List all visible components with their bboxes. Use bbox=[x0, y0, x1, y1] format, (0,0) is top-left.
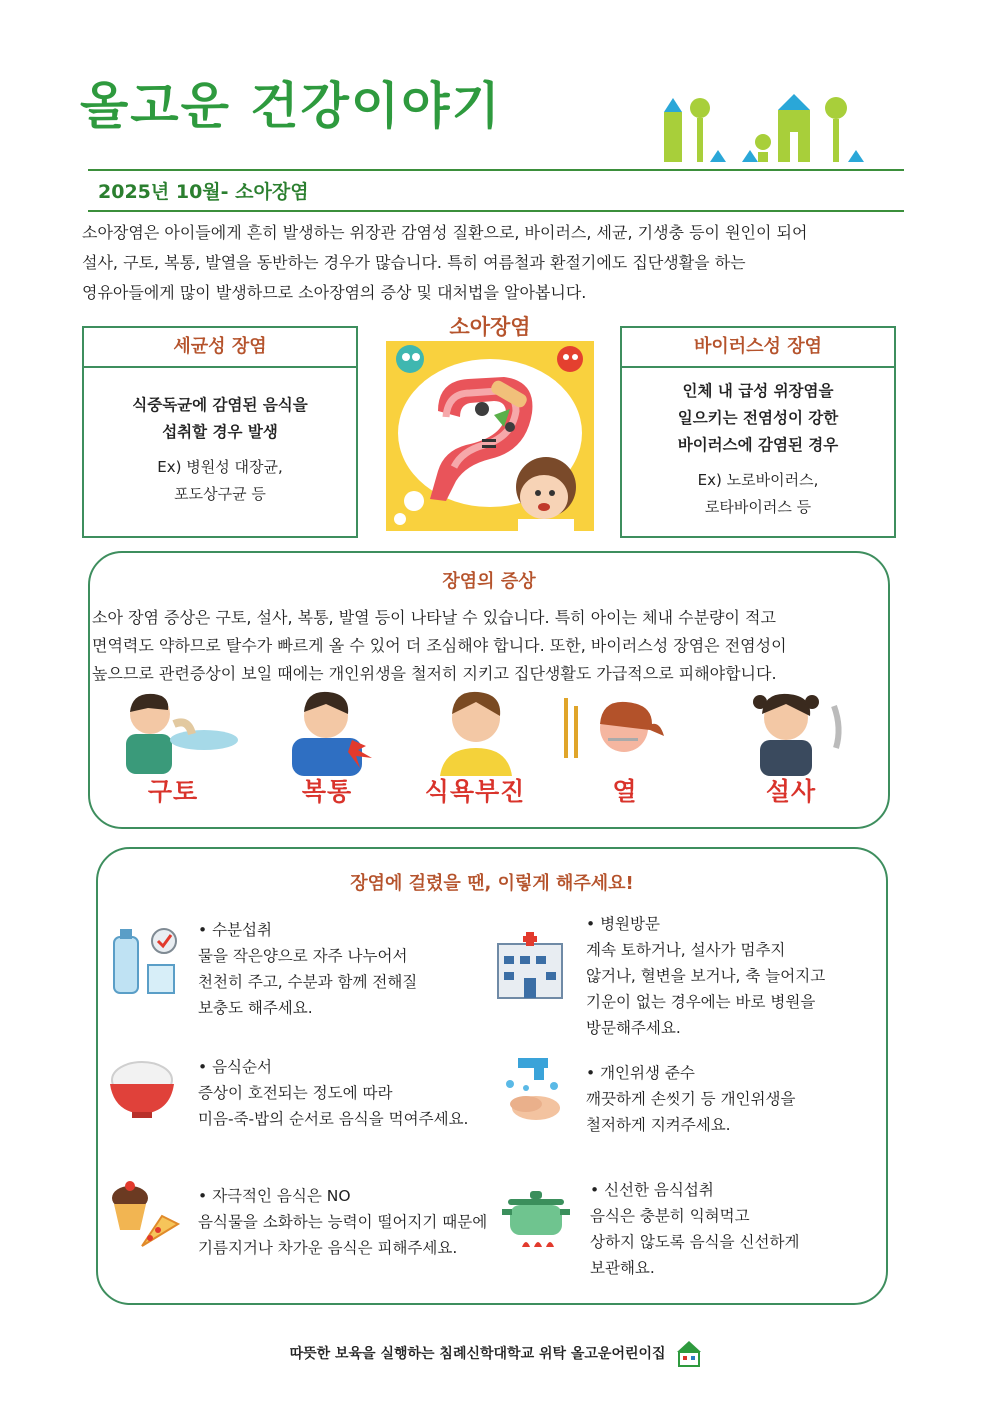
page-title: 올고운 건강이야기 bbox=[80, 77, 502, 135]
care-line: 물을 작은양으로 자주 나누어서 bbox=[198, 947, 408, 965]
symptom-label: 복통 bbox=[301, 777, 353, 806]
viral-example-line: 로타바이러스 등 bbox=[704, 498, 812, 516]
hospital-icon bbox=[494, 930, 566, 1002]
bacterial-enteritis-box bbox=[82, 326, 358, 538]
symptoms-line: 높으므로 관련증상이 보일 때에는 개인위생을 철저히 지키고 집단생활도 가급적으로 피해야합니다. bbox=[92, 664, 777, 683]
symptom-label: 구토 bbox=[147, 777, 199, 806]
care-line: 않거나, 혈변을 보거나, 축 늘어지고 bbox=[586, 967, 826, 985]
symptom-fever bbox=[560, 688, 690, 808]
bacterial-main-line: 섭취할 경우 발생 bbox=[162, 423, 278, 441]
care-heading: • 자극적인 음식은 NO bbox=[198, 1187, 351, 1205]
vomiting-child-icon bbox=[108, 688, 238, 778]
care-title: 장염에 걸렸을 땐, 이렇게 해주세요! bbox=[350, 873, 634, 894]
intro-line: 소아장염은 아이들에게 흔히 발생하는 위장관 감염성 질환으로, 바이러스, 세균, 기생충 등이 원인이 되어 bbox=[82, 223, 808, 242]
bacterial-main-line: 식중독균에 감염된 음식을 bbox=[132, 396, 308, 414]
stomach-illustration bbox=[386, 341, 594, 531]
care-line: 기름지거나 차가운 음식은 피해주세요. bbox=[198, 1239, 458, 1257]
care-line: 미음-죽-밥의 순서로 음식을 먹여주세요. bbox=[198, 1110, 469, 1128]
care-line: 상하지 않도록 음식을 신선하게 bbox=[590, 1233, 800, 1251]
care-item-hospital-visit bbox=[586, 911, 876, 1041]
intro-line: 영유아들에게 많이 발생하므로 소아장염의 증상 및 대처법을 알아봅니다. bbox=[82, 283, 587, 302]
subtitle-top-rule bbox=[88, 169, 904, 171]
bacterial-enteritis-header: 세균성 장염 bbox=[84, 328, 356, 368]
care-item-hydration bbox=[198, 917, 478, 1021]
care-heading: • 수분섭취 bbox=[198, 921, 272, 939]
care-line: 보충도 해주세요. bbox=[198, 999, 313, 1017]
viral-main-line: 일으키는 전염성이 강한 bbox=[677, 409, 839, 427]
care-line: 철저하게 지켜주세요. bbox=[586, 1116, 731, 1134]
care-line: 계속 토하거나, 설사가 멈추지 bbox=[586, 941, 786, 959]
symptoms-paragraph bbox=[92, 604, 884, 688]
daycare-logo-icon bbox=[676, 1340, 702, 1368]
cooking-pot-icon bbox=[500, 1185, 572, 1257]
symptoms-line: 소아 장염 증상은 구토, 설사, 복통, 발열 등이 나타날 수 있습니다. 특히 아이는 체내 수분량이 적고 bbox=[92, 608, 776, 627]
symptom-diarrhea bbox=[726, 688, 856, 808]
diarrhea-child-icon bbox=[726, 688, 856, 778]
center-illustration-title: 소아장염 bbox=[449, 315, 531, 339]
stomachache-child-icon bbox=[262, 688, 392, 778]
care-line: 방문해주세요. bbox=[586, 1019, 681, 1037]
care-line: 깨끗하게 손씻기 등 개인위생을 bbox=[586, 1090, 796, 1108]
viral-main-line: 바이러스에 감염된 경우 bbox=[677, 436, 839, 454]
subtitle-bottom-rule bbox=[88, 210, 904, 212]
no-appetite-child-icon bbox=[410, 688, 540, 778]
symptom-loss-of-appetite bbox=[410, 688, 540, 808]
issue-subtitle: 2025년 10월- 소아장염 bbox=[98, 181, 309, 203]
symptom-abdominal-pain bbox=[262, 688, 392, 808]
viral-main-line: 인체 내 급성 위장염을 bbox=[682, 382, 834, 400]
town-decoration-icon bbox=[660, 90, 870, 165]
rice-bowl-icon bbox=[106, 1050, 178, 1122]
care-line: 음식은 충분히 익혀먹고 bbox=[590, 1207, 750, 1225]
care-item-avoid-spicy bbox=[198, 1183, 498, 1261]
care-heading: • 음식순서 bbox=[198, 1058, 272, 1076]
care-line: 보관해요. bbox=[590, 1259, 655, 1277]
care-line: 기운이 없는 경우에는 바로 병원을 bbox=[586, 993, 816, 1011]
symptom-label: 식욕부진 bbox=[424, 777, 526, 806]
footer-text: 따뜻한 보육을 실행하는 침례신학대학교 위탁 올고운어린이집 bbox=[289, 1346, 666, 1362]
intro-line: 설사, 구토, 복통, 발열을 동반하는 경우가 많습니다. 특히 여름철과 환절기에도 집단생활을 하는 bbox=[82, 253, 746, 272]
care-line: 천천히 주고, 수분과 함께 전해질 bbox=[198, 973, 418, 991]
bacterial-example-line: 포도상구균 등 bbox=[174, 485, 266, 503]
care-line: 증상이 호전되는 정도에 따라 bbox=[198, 1084, 393, 1102]
fever-child-icon bbox=[560, 688, 690, 778]
intro-paragraph bbox=[82, 218, 902, 308]
care-line: 음식물을 소화하는 능력이 떨어지기 때문에 bbox=[198, 1213, 488, 1231]
viral-enteritis-header: 바이러스성 장염 bbox=[622, 328, 894, 368]
handwashing-icon bbox=[496, 1054, 568, 1126]
care-item-food-order bbox=[198, 1054, 488, 1132]
footer bbox=[0, 1340, 992, 1368]
symptoms-title: 장염의 증상 bbox=[442, 571, 536, 592]
cupcake-pizza-icon bbox=[108, 1180, 180, 1252]
bacterial-example-line: Ex) 병원성 대장균, bbox=[157, 458, 283, 476]
symptoms-line: 면역력도 약하므로 탈수가 빠르게 올 수 있어 더 조심해야 합니다. 또한, 바이러스성 장염은 전염성이 bbox=[92, 636, 787, 655]
symptom-label: 설사 bbox=[765, 777, 817, 806]
care-heading: • 신선한 음식섭취 bbox=[590, 1181, 714, 1199]
symptom-vomiting bbox=[108, 688, 238, 808]
viral-example-line: Ex) 노로바이러스, bbox=[697, 471, 819, 489]
care-heading: • 병원방문 bbox=[586, 915, 660, 933]
symptom-label: 열 bbox=[612, 777, 638, 806]
care-item-hygiene bbox=[586, 1060, 876, 1138]
care-heading: • 개인위생 준수 bbox=[586, 1064, 695, 1082]
water-bottle-glass-icon bbox=[108, 925, 180, 997]
viral-enteritis-box bbox=[620, 326, 896, 538]
care-item-fresh-food bbox=[590, 1177, 880, 1281]
